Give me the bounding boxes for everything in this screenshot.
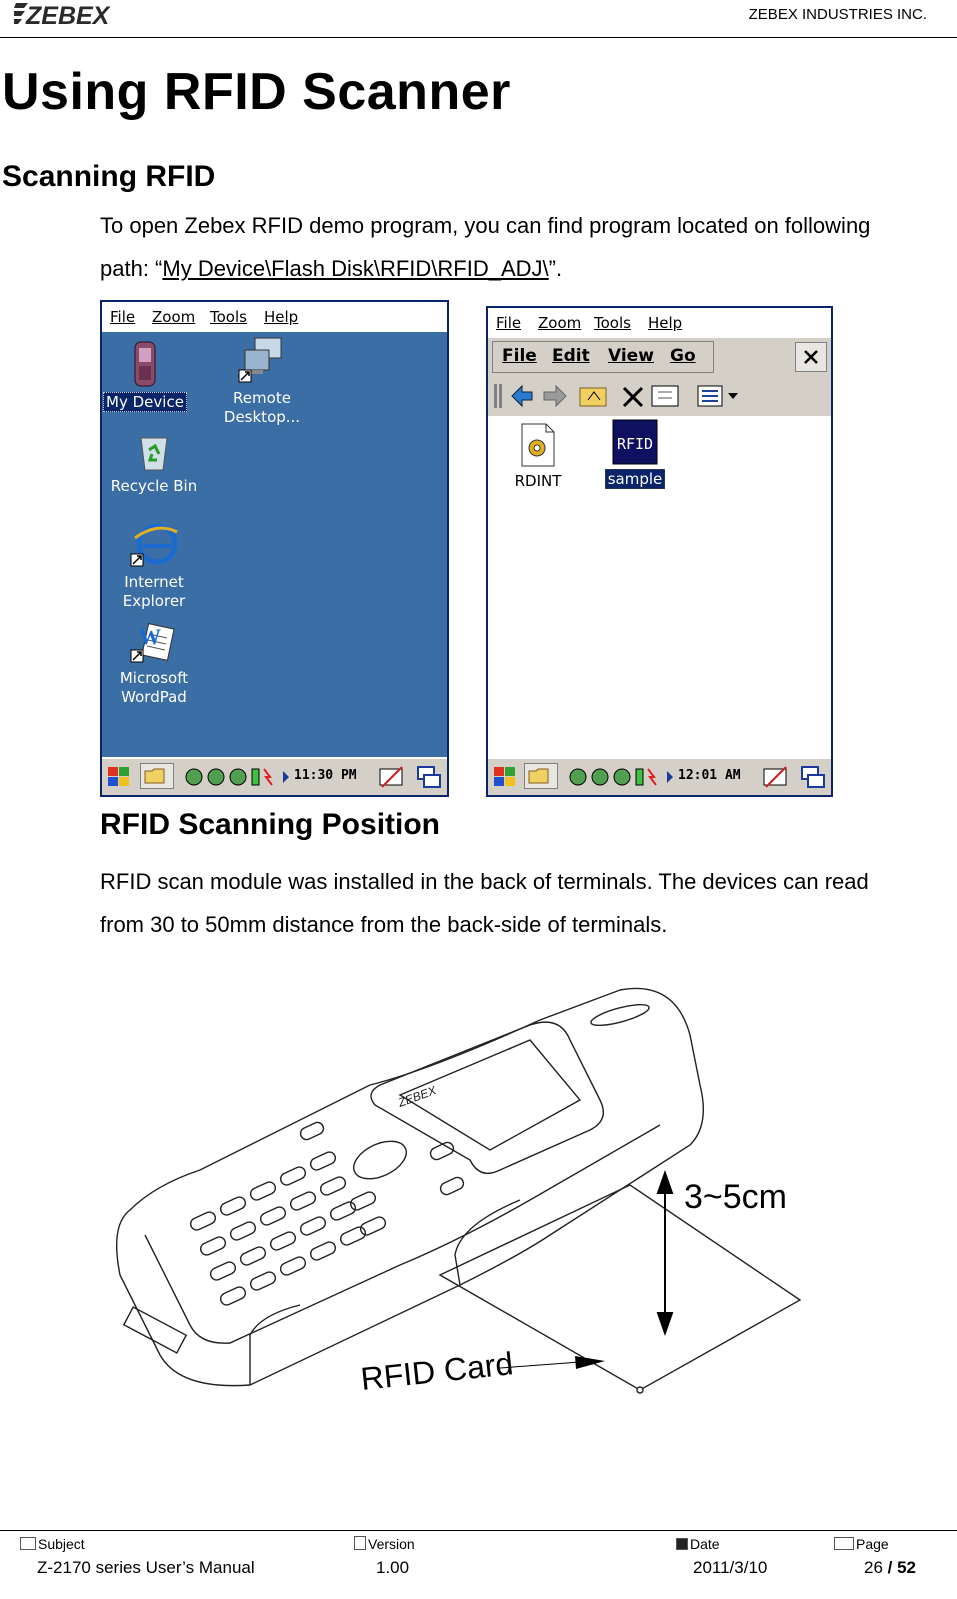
view-dropdown-button[interactable] xyxy=(695,379,741,411)
program-path: My Device\Flash Disk\RFID\RFID_ADJ\ xyxy=(162,256,549,281)
section2-paragraph: RFID scan module was installed in the back of terminals. The devices can read from 30 to 50mm distance from the back-side of terminals. xyxy=(100,869,869,937)
device-logo: ZEBEX xyxy=(396,1083,439,1110)
device-figure xyxy=(100,985,820,1435)
menu-tools[interactable]: Tools xyxy=(594,314,631,332)
book-icon xyxy=(834,1537,854,1550)
desktop-icon-wordpad[interactable] xyxy=(102,622,206,707)
properties-button[interactable] xyxy=(651,379,681,411)
device-outline xyxy=(117,988,704,1385)
menu-bar xyxy=(488,308,831,339)
internet-explorer-icon xyxy=(129,522,179,568)
menu-help[interactable]: Help xyxy=(264,308,299,326)
tray-arrow-icon[interactable] xyxy=(282,771,290,783)
close-icon xyxy=(796,343,826,371)
desktop-icon-label: Microsoft WordPad xyxy=(119,669,189,706)
switch-windows-icon[interactable] xyxy=(416,765,442,789)
folder-outline-icon xyxy=(20,1537,36,1550)
footer-version: 1.00 xyxy=(376,1558,410,1577)
desktop-icon-label: Internet Explorer xyxy=(122,573,186,610)
tray-arrow-icon[interactable] xyxy=(666,771,674,783)
taskbar-explorer-button[interactable] xyxy=(140,763,174,789)
header-rule xyxy=(0,37,957,38)
explorer-menu-edit[interactable]: Edit xyxy=(552,346,590,366)
page-title: Using RFID Scanner xyxy=(2,63,511,121)
taskbar-explorer-button[interactable] xyxy=(524,763,558,789)
section-heading-scanning-position: RFID Scanning Position xyxy=(100,808,441,841)
desktop-icon-label: Remote Desktop... xyxy=(223,389,301,426)
desktop-icon-label: My Device xyxy=(103,392,187,412)
desktop-icon-internet-explorer[interactable] xyxy=(102,522,206,611)
back-button[interactable] xyxy=(511,379,541,411)
footer-page xyxy=(864,1558,916,1578)
zebex-logo xyxy=(14,0,136,28)
folder-icon xyxy=(144,767,166,785)
section1-paragraph xyxy=(100,204,880,290)
explorer-menu-go[interactable]: Go xyxy=(670,346,696,366)
para-prefix: To open Zebex RFID demo program, you can find program located on following path: “ xyxy=(100,213,871,281)
para-suffix: ”. xyxy=(548,256,563,281)
svg-text:W: W xyxy=(139,624,161,649)
recycle-bin-icon xyxy=(133,432,175,472)
desktop-icon-remote-desktop[interactable] xyxy=(212,334,312,427)
explorer-menu-view[interactable]: View xyxy=(608,346,654,366)
desktop-area xyxy=(102,332,447,759)
card-label: RFID Card xyxy=(358,1345,515,1397)
menu-tools[interactable]: Tools xyxy=(210,308,247,326)
input-panel-icon[interactable] xyxy=(378,765,404,789)
footer-rule xyxy=(0,1530,957,1531)
rfid-app-icon-text: RFID xyxy=(616,435,654,453)
file-item-sample[interactable] xyxy=(600,418,670,488)
menu-help[interactable]: Help xyxy=(648,314,683,332)
section-heading-scanning-rfid: Scanning RFID xyxy=(2,160,216,193)
menu-bar xyxy=(102,302,447,333)
desktop-icon-label: Recycle Bin xyxy=(110,477,198,495)
footer-date-label: Date xyxy=(676,1536,720,1552)
desktop-icon-my-device[interactable] xyxy=(102,340,188,412)
rfid-app-icon xyxy=(611,418,659,466)
keypad-keys xyxy=(189,1120,466,1306)
menu-zoom[interactable]: Zoom xyxy=(152,308,196,326)
screenshot-desktop xyxy=(100,300,449,797)
start-windows-icon[interactable] xyxy=(492,765,518,789)
explorer-menu-file[interactable]: File xyxy=(502,346,537,366)
explorer-menu-bar xyxy=(488,338,831,377)
up-folder-button[interactable] xyxy=(578,379,610,411)
distance-label: 3~5cm xyxy=(684,1178,787,1216)
menu-file[interactable]: File xyxy=(110,308,136,326)
card-label-arrow xyxy=(500,1356,605,1369)
start-windows-icon[interactable] xyxy=(106,765,132,789)
footer-subject: Z-2170 series User’s Manual xyxy=(37,1558,255,1577)
file-item-rdint[interactable] xyxy=(498,422,578,490)
remote-desktop-icon xyxy=(237,334,287,384)
screenshot-explorer xyxy=(486,306,833,797)
my-device-icon xyxy=(130,340,160,388)
explorer-toolbar xyxy=(488,376,831,417)
taskbar xyxy=(488,757,831,795)
switch-windows-icon[interactable] xyxy=(800,765,826,789)
file-label: RDINT xyxy=(514,472,562,490)
footer-subject-label: Subject xyxy=(20,1536,85,1552)
company-name: ZEBEX INDUSTRIES INC. xyxy=(748,6,927,23)
distance-arrow xyxy=(658,1173,672,1333)
footer-version-label: Version xyxy=(354,1536,415,1552)
program-file-icon xyxy=(518,422,558,468)
desktop-icon-recycle-bin[interactable] xyxy=(102,432,206,496)
footer-date: 2011/3/10 xyxy=(693,1558,768,1577)
taskbar-clock[interactable]: 11:30 PM xyxy=(294,768,357,783)
page-current: 26 xyxy=(864,1558,883,1577)
wordpad-icon xyxy=(129,622,179,664)
forward-button[interactable] xyxy=(543,379,573,411)
close-button[interactable] xyxy=(795,342,827,372)
menu-zoom[interactable]: Zoom xyxy=(538,314,582,332)
taskbar-clock[interactable]: 12:01 AM xyxy=(678,768,741,783)
folder-icon xyxy=(528,767,550,785)
delete-button[interactable] xyxy=(622,379,650,411)
calendar-icon xyxy=(676,1538,688,1550)
file-list-area xyxy=(488,416,831,759)
page-separator: / xyxy=(882,1558,898,1577)
tray-status-icons[interactable] xyxy=(568,767,664,787)
page-total: 52 xyxy=(897,1558,917,1577)
taskbar xyxy=(102,757,447,795)
file-label: sample xyxy=(605,469,666,489)
input-panel-icon[interactable] xyxy=(762,765,788,789)
logo-text: ZEBEX xyxy=(26,2,110,28)
footer-page-label: Page xyxy=(834,1536,889,1552)
menu-file[interactable]: File xyxy=(496,314,522,332)
document-icon xyxy=(354,1536,366,1550)
tray-status-icons[interactable] xyxy=(184,767,280,787)
